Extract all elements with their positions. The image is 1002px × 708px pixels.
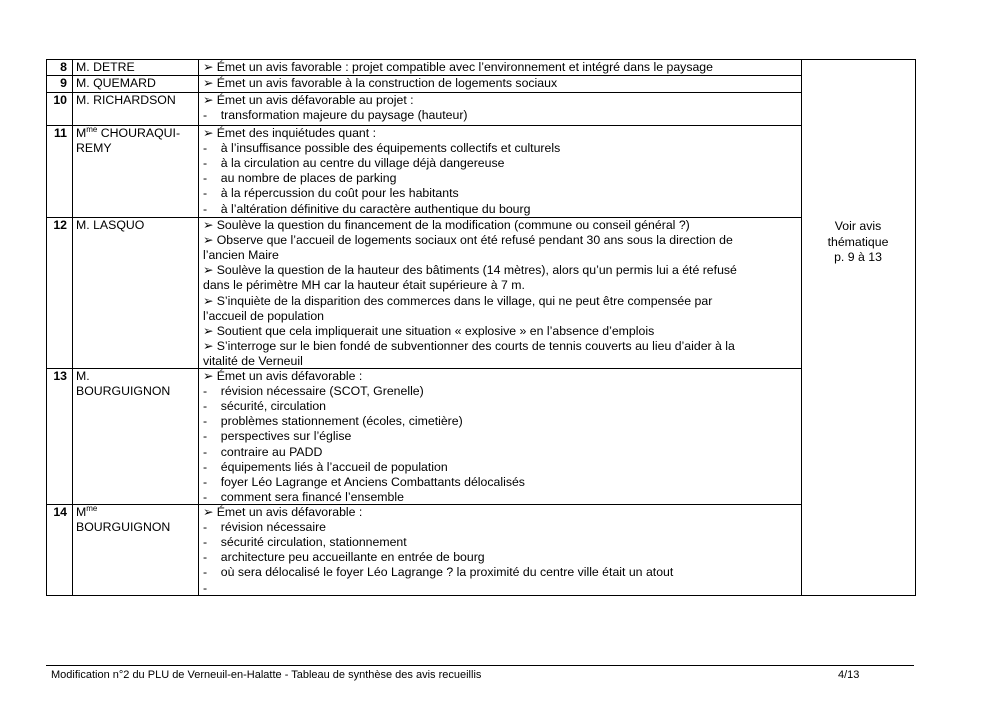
observation-line: - perspectives sur l’église bbox=[203, 429, 352, 444]
observation-line: - sécurité, circulation bbox=[203, 399, 327, 414]
observation-line: ➢ Observe que l’accueil de logements sociaux ont été refusé pendant 30 ans sous la direction de bbox=[203, 233, 733, 248]
person-name: M. QUEMARD bbox=[76, 76, 156, 90]
observation-line: - sécurité circulation, stationnement bbox=[203, 535, 407, 550]
page-number: 4/13 bbox=[838, 669, 860, 681]
person-name: $M^{me}$ CHOURAQUI- bbox=[76, 124, 181, 140]
observation-line: - comment sera financé l’ensemble bbox=[203, 489, 404, 504]
observation-line: ➢ Émet un avis favorable à la construction de logements sociaux bbox=[203, 76, 558, 90]
row-divider bbox=[46, 368, 801, 369]
observation-line: - révision nécessaire bbox=[203, 520, 327, 535]
person-name: M. RICHARDSON bbox=[76, 93, 176, 107]
notice-line: Voir avis bbox=[834, 219, 882, 233]
footer-title: Modification n°2 du PLU de Verneuil-en-Halatte - Tableau de synthèse des avis recueillis bbox=[51, 669, 482, 681]
observation-line: - révision nécessaire (SCOT, Grenelle) bbox=[203, 384, 424, 399]
observation-line: dans le périmètre MH car la hauteur était supérieure à 7 m. bbox=[203, 278, 525, 293]
person-name: M. DETRE bbox=[76, 60, 135, 74]
observation-line: - à l’altération définitive du caractère authentique du bourg bbox=[203, 201, 531, 216]
observation-line: vitalité de Verneuil bbox=[203, 353, 303, 368]
row-number: 12 bbox=[53, 218, 67, 232]
observation-line: ➢ Émet un avis favorable : projet compatible avec l’environnement et intégré dans le paysage bbox=[203, 60, 713, 74]
observation-line: ➢ S’inquiète de la disparition des commerces dans le village, qui ne peut être compensée par bbox=[203, 293, 713, 308]
notice-line: thématique bbox=[827, 234, 889, 249]
observation-line: ➢ S’interroge sur le bien fondé de subventionner des courts de tennis couverts au lieu d’aider à la bbox=[203, 338, 735, 353]
person-name: M. LASQUO bbox=[76, 218, 145, 232]
observation-line: - transformation majeure du paysage (hauteur) bbox=[203, 108, 468, 123]
notice-line: p. 9 à 13 bbox=[834, 250, 882, 264]
observation-line: - à la circulation au centre du village déjà dangereuse bbox=[203, 156, 505, 171]
observation-line: ➢ Émet un avis défavorable au projet : bbox=[203, 93, 414, 107]
row-number: 11 bbox=[54, 126, 67, 140]
observation-line: - problèmes stationnement (écoles, cimetière) bbox=[203, 414, 463, 429]
observation-line: - où sera délocalisé le foyer Léo Lagrange ? la proximité du centre ville était un atout bbox=[203, 565, 674, 580]
observation-line: - au nombre de places de parking bbox=[203, 171, 397, 186]
observation-line: ➢ Émet un avis défavorable : bbox=[203, 505, 363, 519]
person-name: BOURGUIGNON bbox=[76, 384, 171, 399]
observation-line: ➢ Émet des inquiétudes quant : bbox=[203, 126, 377, 140]
row-divider bbox=[46, 504, 801, 505]
observation-line: - contraire au PADD bbox=[203, 444, 323, 459]
footer-rule bbox=[46, 665, 914, 666]
observation-line: - bbox=[203, 580, 208, 595]
column-divider bbox=[198, 59, 199, 596]
person-name: $M^{me}$ bbox=[76, 503, 98, 519]
row-number: 10 bbox=[53, 93, 67, 107]
notice-cell bbox=[802, 219, 914, 266]
column-divider bbox=[801, 59, 802, 596]
observation-line: l’ancien Maire bbox=[203, 248, 279, 263]
observation-line: - équipements liés à l’accueil de population bbox=[203, 459, 448, 474]
person-name: M. bbox=[76, 369, 90, 383]
observation-line: - foyer Léo Lagrange et Anciens Combattants délocalisés bbox=[203, 474, 525, 489]
observation-line: - à la répercussion du coût pour les habitants bbox=[203, 186, 459, 201]
person-name: REMY bbox=[76, 141, 112, 156]
observation-line: l’accueil de population bbox=[203, 308, 325, 323]
row-number: 14 bbox=[53, 505, 67, 519]
column-divider bbox=[72, 59, 73, 596]
observation-line: - à l’insuffisance possible des équipements collectifs et culturels bbox=[203, 141, 561, 156]
row-number: 8 bbox=[60, 60, 67, 74]
person-name: BOURGUIGNON bbox=[76, 520, 171, 535]
observation-line: - architecture peu accueillante en entrée de bourg bbox=[203, 550, 485, 565]
row-number: 9 bbox=[60, 76, 67, 90]
observation-line: ➢ Soulève la question de la hauteur des bâtiments (14 mètres), alors qu’un permis lui a été refusé bbox=[203, 263, 737, 278]
row-number: 13 bbox=[53, 369, 67, 383]
observation-line: ➢ Soutient que cela impliquerait une situation « explosive » en l’absence d’emplois bbox=[203, 323, 655, 338]
observation-line: ➢ Soulève la question du financement de la modification (commune ou conseil général ?) bbox=[203, 218, 690, 232]
observation-line: ➢ Émet un avis défavorable : bbox=[203, 369, 363, 383]
